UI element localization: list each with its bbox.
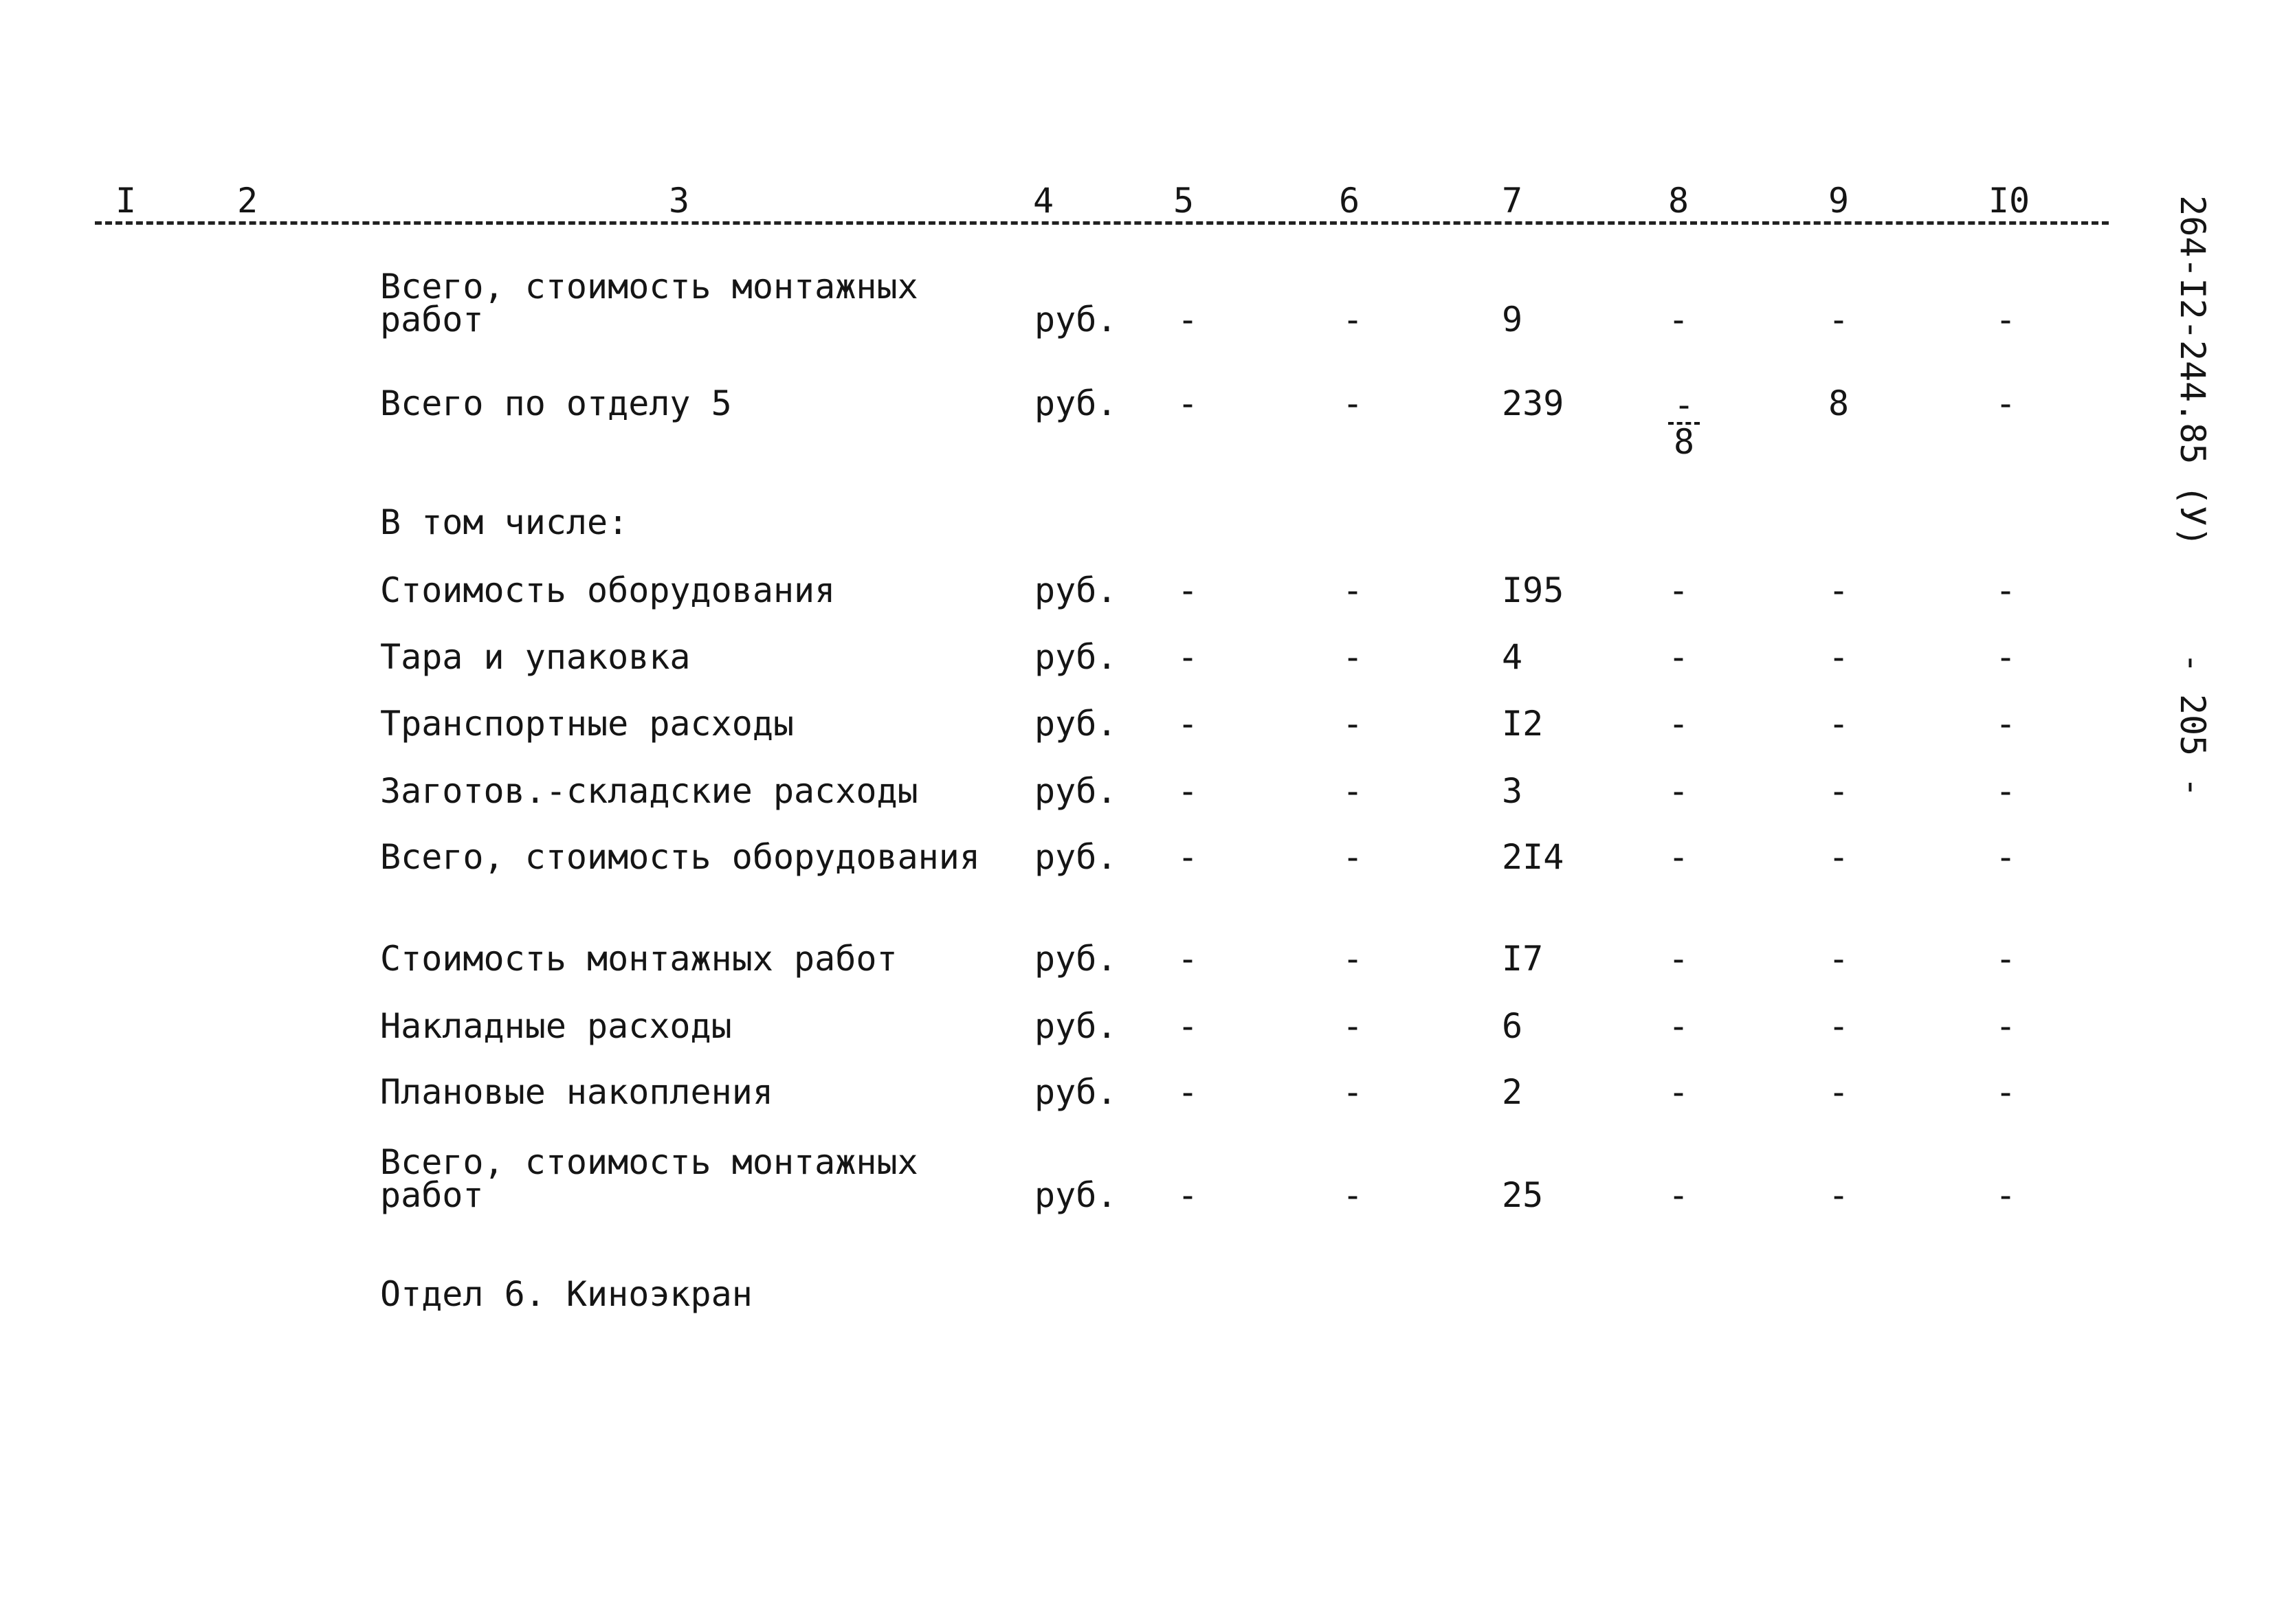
row-col5: - bbox=[1177, 939, 1199, 979]
row-description: Тара и упаковка bbox=[380, 637, 691, 677]
row-col6: - bbox=[1342, 637, 1364, 677]
row-unit: руб. bbox=[1034, 383, 1118, 423]
section-title: Отдел 6. Киноэкран bbox=[380, 1274, 753, 1314]
row-col8: - bbox=[1667, 300, 1689, 340]
row-col7: 2I4 bbox=[1502, 837, 1564, 877]
row-col5: - bbox=[1177, 771, 1199, 811]
row-description: Плановые накопления bbox=[380, 1072, 773, 1112]
row-description: Стоимость монтажных работ bbox=[380, 939, 898, 979]
row-col10: - bbox=[1995, 771, 2017, 811]
row-col10: - bbox=[1995, 939, 2017, 979]
row-col8: - bbox=[1667, 1006, 1689, 1046]
document-code: 264-I2-244.85 (У) bbox=[2173, 195, 2213, 547]
row-col10: - bbox=[1995, 1006, 2017, 1046]
row-col9: - bbox=[1828, 1072, 1850, 1112]
column-header-6: 6 bbox=[1338, 181, 1360, 221]
column-header-4: 4 bbox=[1032, 181, 1054, 221]
row-unit: руб. bbox=[1034, 704, 1118, 744]
row-unit: руб. bbox=[1034, 1072, 1118, 1112]
row-col8: - bbox=[1667, 837, 1689, 877]
row-col9: 8 bbox=[1828, 383, 1850, 423]
row-col10: - bbox=[1995, 570, 2017, 610]
row-unit: руб. bbox=[1034, 637, 1118, 677]
column-header-9: 9 bbox=[1828, 181, 1850, 221]
row-description: Всего, стоимость монтажных bbox=[380, 1142, 918, 1182]
row-col7: I2 bbox=[1502, 704, 1544, 744]
column-header-3: 3 bbox=[668, 181, 690, 221]
row-col10: - bbox=[1995, 637, 2017, 677]
row-col9: - bbox=[1828, 837, 1850, 877]
row-col8: - bbox=[1667, 939, 1689, 979]
row-description: В том числе: bbox=[380, 502, 629, 542]
column-header-10: I0 bbox=[1988, 181, 2030, 221]
row-col7: 3 bbox=[1502, 771, 1523, 811]
row-col9: - bbox=[1828, 1006, 1850, 1046]
column-header-8: 8 bbox=[1667, 181, 1689, 221]
row-col6: - bbox=[1342, 939, 1364, 979]
column-header-2: 2 bbox=[236, 181, 258, 221]
page-number: - 205 - bbox=[2173, 652, 2213, 798]
row-col8: - bbox=[1667, 1175, 1689, 1215]
row-col7: I7 bbox=[1502, 939, 1544, 979]
row-col6: - bbox=[1342, 300, 1364, 340]
row-col6: - bbox=[1342, 570, 1364, 610]
row-col8-fraction bbox=[1663, 385, 1705, 462]
row-col9: - bbox=[1828, 300, 1850, 340]
row-col9: - bbox=[1828, 1175, 1850, 1215]
row-col7: 2 bbox=[1502, 1072, 1523, 1112]
row-col9: - bbox=[1828, 637, 1850, 677]
row-description-cont: работ bbox=[380, 300, 484, 340]
row-description: Транспортные расходы bbox=[380, 704, 795, 744]
row-col6: - bbox=[1342, 1072, 1364, 1112]
row-col8: - bbox=[1667, 771, 1689, 811]
row-description: Стоимость оборудования bbox=[380, 570, 836, 610]
row-col5: - bbox=[1177, 704, 1199, 744]
row-col6: - bbox=[1342, 1175, 1364, 1215]
row-unit: руб. bbox=[1034, 939, 1118, 979]
row-col6: - bbox=[1342, 704, 1364, 744]
row-col5: - bbox=[1177, 1006, 1199, 1046]
row-unit: руб. bbox=[1034, 300, 1118, 340]
row-description: Всего, стоимость монтажных bbox=[380, 267, 918, 307]
row-description: Заготов.-складские расходы bbox=[380, 771, 918, 811]
row-description: Всего, стоимость оборудования bbox=[380, 837, 980, 877]
row-col9: - bbox=[1828, 771, 1850, 811]
row-col8: - bbox=[1667, 570, 1689, 610]
row-unit: руб. bbox=[1034, 1006, 1118, 1046]
row-col5: - bbox=[1177, 637, 1199, 677]
row-col8: - bbox=[1667, 704, 1689, 744]
row-unit: руб. bbox=[1034, 771, 1118, 811]
row-unit: руб. bbox=[1034, 1175, 1118, 1215]
row-unit: руб. bbox=[1034, 570, 1118, 610]
fraction-denominator: 8 bbox=[1673, 422, 1695, 462]
row-col8: - bbox=[1667, 1072, 1689, 1112]
row-col10: - bbox=[1995, 300, 2017, 340]
row-col10: - bbox=[1995, 704, 2017, 744]
row-col6: - bbox=[1342, 1006, 1364, 1046]
row-col6: - bbox=[1342, 771, 1364, 811]
row-col9: - bbox=[1828, 704, 1850, 744]
row-col9: - bbox=[1828, 570, 1850, 610]
fraction-numerator: - bbox=[1673, 385, 1695, 425]
row-unit: руб. bbox=[1034, 837, 1118, 877]
row-col7: 239 bbox=[1502, 383, 1564, 423]
row-col5: - bbox=[1177, 570, 1199, 610]
row-description-cont: работ bbox=[380, 1175, 484, 1215]
header-divider bbox=[95, 221, 2109, 225]
row-col6: - bbox=[1342, 837, 1364, 877]
row-col5: - bbox=[1177, 1175, 1199, 1215]
row-col6: - bbox=[1342, 383, 1364, 423]
row-col9: - bbox=[1828, 939, 1850, 979]
row-col5: - bbox=[1177, 837, 1199, 877]
row-col7: 6 bbox=[1502, 1006, 1523, 1046]
row-description: Накладные расходы bbox=[380, 1006, 732, 1046]
row-col5: - bbox=[1177, 300, 1199, 340]
column-header-7: 7 bbox=[1501, 181, 1523, 221]
row-col7: 9 bbox=[1502, 300, 1523, 340]
row-col10: - bbox=[1995, 1072, 2017, 1112]
row-col10: - bbox=[1995, 383, 2017, 423]
row-col8: - bbox=[1667, 637, 1689, 677]
row-col7: 4 bbox=[1502, 637, 1523, 677]
row-col7: I95 bbox=[1502, 570, 1564, 610]
row-col5: - bbox=[1177, 1072, 1199, 1112]
row-col10: - bbox=[1995, 837, 2017, 877]
row-col10: - bbox=[1995, 1175, 2017, 1215]
row-description: Всего по отделу 5 bbox=[380, 383, 732, 423]
column-header-1: I bbox=[115, 181, 137, 221]
row-col5: - bbox=[1177, 383, 1199, 423]
row-col7: 25 bbox=[1502, 1175, 1544, 1215]
column-header-5: 5 bbox=[1173, 181, 1195, 221]
